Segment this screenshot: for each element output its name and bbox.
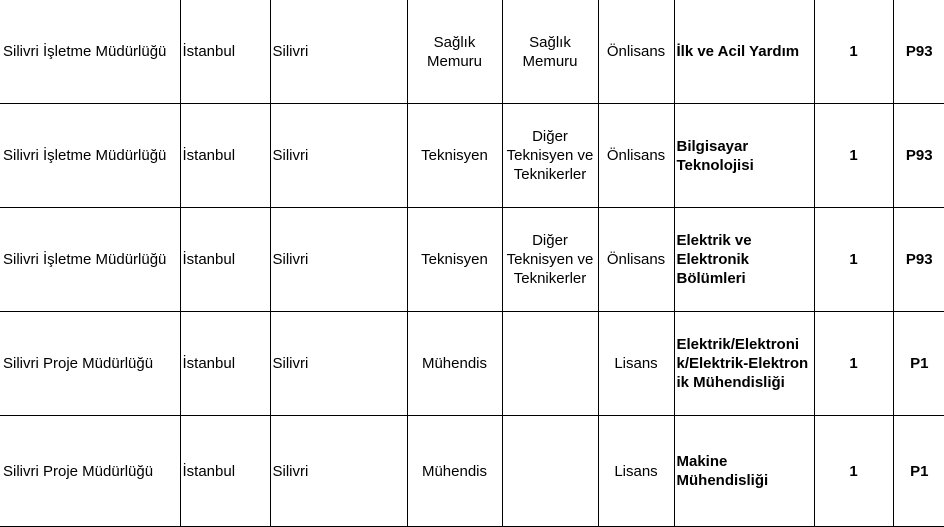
class-cell: Diğer Teknisyen ve Teknikerler xyxy=(502,208,598,312)
field-cell: İlk ve Acil Yardım xyxy=(674,0,814,104)
education-cell: Lisans xyxy=(598,416,674,527)
unit-cell: Silivri İşletme Müdürlüğü xyxy=(0,208,180,312)
code-cell: P1 xyxy=(893,416,944,527)
unit-cell: Silivri Proje Müdürlüğü xyxy=(0,416,180,527)
education-cell: Lisans xyxy=(598,312,674,416)
table-row xyxy=(0,416,944,527)
code-cell: P93 xyxy=(893,208,944,312)
class-cell: Diğer Teknisyen ve Teknikerler xyxy=(502,104,598,208)
class-cell xyxy=(502,312,598,416)
unit-cell: Silivri İşletme Müdürlüğü xyxy=(0,0,180,104)
code-cell: P93 xyxy=(893,0,944,104)
province-cell: İstanbul xyxy=(180,104,270,208)
table-row xyxy=(0,104,944,208)
unit-cell: Silivri İşletme Müdürlüğü xyxy=(0,104,180,208)
field-cell: Makine Mühendisliği xyxy=(674,416,814,527)
district-cell: Silivri xyxy=(270,104,407,208)
district-cell: Silivri xyxy=(270,208,407,312)
count-cell: 1 xyxy=(814,0,893,104)
education-cell: Önlisans xyxy=(598,208,674,312)
table-row xyxy=(0,0,944,104)
title-cell: Teknisyen xyxy=(407,208,502,312)
title-cell: Sağlık Memuru xyxy=(407,0,502,104)
unit-cell: Silivri Proje Müdürlüğü xyxy=(0,312,180,416)
code-cell: P93 xyxy=(893,104,944,208)
district-cell: Silivri xyxy=(270,416,407,527)
class-cell xyxy=(502,416,598,527)
education-cell: Önlisans xyxy=(598,0,674,104)
title-cell: Mühendis xyxy=(407,312,502,416)
education-cell: Önlisans xyxy=(598,104,674,208)
table-row xyxy=(0,208,944,312)
province-cell: İstanbul xyxy=(180,312,270,416)
field-cell: Bilgisayar Teknolojisi xyxy=(674,104,814,208)
table-row xyxy=(0,312,944,416)
code-cell: P1 xyxy=(893,312,944,416)
field-cell: Elektrik ve Elektronik Bölümleri xyxy=(674,208,814,312)
title-cell: Teknisyen xyxy=(407,104,502,208)
province-cell: İstanbul xyxy=(180,416,270,527)
count-cell: 1 xyxy=(814,416,893,527)
province-cell: İstanbul xyxy=(180,0,270,104)
province-cell: İstanbul xyxy=(180,208,270,312)
count-cell: 1 xyxy=(814,104,893,208)
district-cell: Silivri xyxy=(270,0,407,104)
count-cell: 1 xyxy=(814,208,893,312)
count-cell: 1 xyxy=(814,312,893,416)
field-cell: Elektrik/Elektronik/Elektrik-Elektronik Mühendisliği xyxy=(674,312,814,416)
district-cell: Silivri xyxy=(270,312,407,416)
title-cell: Mühendis xyxy=(407,416,502,527)
class-cell: Sağlık Memuru xyxy=(502,0,598,104)
